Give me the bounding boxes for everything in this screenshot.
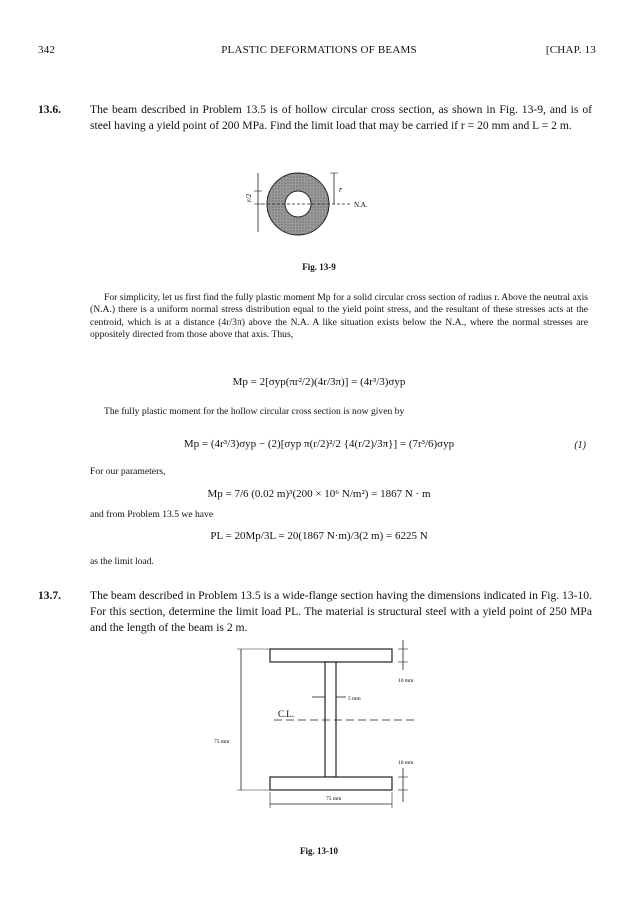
top-flange	[270, 649, 392, 662]
label-top-flange: 10 mm	[398, 678, 414, 684]
problem-statement-13-7: The beam described in Problem 13.5 is a wide-flange section having the dimensions indicated in Fig. 13-10. For this section, determine the limit load PL. The material is structural steel with a yield point of 250 MPa and the length of the beam is 2 m.	[90, 589, 592, 634]
for-parameters-text: For our parameters,	[90, 466, 166, 477]
problem-statement-13-6: The beam described in Problem 13.5 is of hollow circular cross section, as shown in Fig. 13-9, and is of steel having a yield point of 200 MPa. Find the limit load that may be carried if r = 20 mm and L = 2 m.	[90, 103, 592, 132]
label-na: N.A.	[354, 201, 368, 209]
problem-number-13-6: 13.6.	[38, 104, 61, 116]
equation-solid-plastic-moment: Mp = 2[σyp(πr²/2)(4r/3π)] = (4r³/3)σyp	[232, 376, 406, 388]
chapter-label: [CHAP. 13	[545, 44, 596, 56]
equation-limit-load: PL = 20Mp/3L = 20(1867 N·m)/3(2 m) = 6225 N	[210, 530, 428, 542]
web	[325, 662, 336, 777]
label-r: r	[339, 185, 343, 194]
figure-13-9	[236, 170, 396, 250]
limit-load-text: as the limit load.	[90, 556, 154, 567]
label-height: 75 mm	[214, 739, 230, 745]
running-title: PLASTIC DEFORMATIONS OF BEAMS	[221, 44, 417, 56]
problem-number-13-7: 13.7.	[38, 590, 61, 602]
equation-numeric-moment: Mp = 7/6 (0.02 m)³(200 × 10⁶ N/m²) = 1867 N · m	[207, 488, 431, 500]
label-bottom-flange: 10 mm	[398, 760, 414, 766]
label-width: 75 mm	[326, 796, 342, 802]
solution-paragraph-2: The fully plastic moment for the hollow circular cross section is now given by	[104, 406, 405, 417]
figure-caption-13-9: Fig. 13-9	[302, 262, 336, 272]
figure-13-10	[214, 640, 422, 818]
from-problem-text: and from Problem 13.5 we have	[90, 509, 214, 520]
label-cl: C.L.	[278, 709, 295, 719]
bottom-flange	[270, 777, 392, 790]
equation-hollow-plastic-moment: Mp = (4r³/3)σyp − (2)[σyp π(r/2)²/2 {4(r/2)/3π}] = (7r³/6)σyp	[183, 438, 455, 450]
label-r-half: r/2	[245, 193, 253, 202]
page-number: 342	[38, 44, 56, 56]
figure-caption-13-10: Fig. 13-10	[300, 846, 338, 856]
label-web: 5 mm	[348, 696, 361, 702]
equation-number-1: (1)	[574, 440, 586, 451]
solution-paragraph-1: For simplicity, let us first find the fully plastic moment Mp for a solid circular cross section of radius r. Above the neutral axis (N.A.) there is a uniform normal stress distribution equal to the yield point stress, and the resultant of these stresses acts at the centroid, which is at a distance (4r/3π) above the N.A. A like situation exists below the N.A., where the normal stresses are oppositely directed from those above that axis. Thus,	[90, 292, 588, 340]
